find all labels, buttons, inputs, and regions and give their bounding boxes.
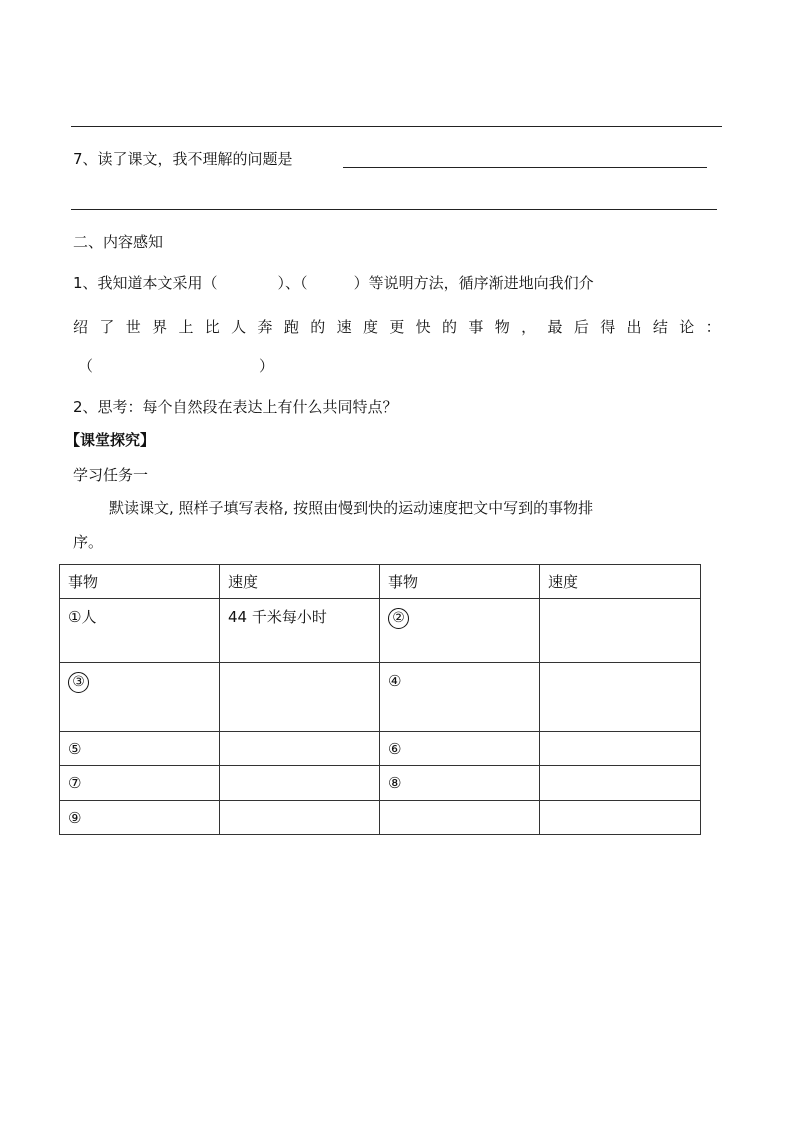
- cell-speed[interactable]: [540, 599, 701, 663]
- explore-title: 【课堂探究】: [65, 431, 156, 449]
- table-header-row: [60, 565, 701, 599]
- cell-speed[interactable]: [220, 766, 380, 801]
- q1-text-part3: ）等说明方法，循序渐进地向我们介: [353, 274, 594, 292]
- header-thing-1: 事物: [60, 565, 220, 599]
- cell-thing[interactable]: ⑧: [380, 766, 540, 801]
- cell-speed[interactable]: 44 千米每小时: [220, 599, 380, 663]
- q1-line2-char: 世: [125, 318, 141, 336]
- q1-conclusion-close: ）: [259, 357, 275, 375]
- q1-line2-char: 结: [652, 318, 668, 336]
- q1-line2: [73, 317, 721, 337]
- q1-line2-char: 界: [152, 318, 168, 336]
- cell-speed[interactable]: [540, 801, 701, 835]
- q1-line1: [73, 273, 594, 293]
- q1-line2-char: 的: [310, 318, 326, 336]
- header-thing-2: 事物: [380, 565, 540, 599]
- q1-line2-char: 的: [442, 318, 458, 336]
- q1-line2-char: 比: [204, 318, 220, 336]
- q7-label: 7、读了课文，我不理解的问题是: [73, 150, 293, 168]
- q1-line2-char: 最: [547, 318, 563, 336]
- cell-thing[interactable]: ⑦: [60, 766, 220, 801]
- section-title: 二、内容感知: [73, 233, 164, 251]
- task-title: 学习任务一: [73, 466, 149, 484]
- cell-thing[interactable]: ⑤: [60, 732, 220, 766]
- cell-thing[interactable]: ⑥: [380, 732, 540, 766]
- table-row: [60, 766, 701, 801]
- cell-thing[interactable]: ①人: [60, 599, 220, 663]
- table-row: [60, 663, 701, 732]
- q1-line2-char: 论: [679, 318, 695, 336]
- header-speed-2: 速度: [540, 565, 701, 599]
- q1-line2-char: 速: [336, 318, 352, 336]
- q1-line2-char: 事: [468, 318, 484, 336]
- cell-speed[interactable]: [220, 732, 380, 766]
- q7-answer-line[interactable]: [343, 167, 707, 168]
- cell-speed[interactable]: [540, 732, 701, 766]
- q7-answer-line-2[interactable]: [71, 209, 717, 210]
- cell-speed[interactable]: [220, 663, 380, 732]
- q1-line2-char: 上: [178, 318, 194, 336]
- q1-text-part1: 1、我知道本文采用（: [73, 274, 218, 292]
- answer-line-top[interactable]: [71, 126, 722, 127]
- cell-thing[interactable]: [380, 801, 540, 835]
- q1-line2-char: 得: [600, 318, 616, 336]
- table-row: [60, 732, 701, 766]
- q1-line3: [78, 356, 274, 376]
- q1-line2-char: 物: [494, 318, 510, 336]
- cell-thing[interactable]: [60, 663, 220, 732]
- table-row: [60, 599, 701, 663]
- q1-text-part2: ）、（: [277, 274, 308, 292]
- q1-line2-char: 了: [99, 318, 115, 336]
- cell-thing[interactable]: ⑨: [60, 801, 220, 835]
- cell-speed[interactable]: [540, 663, 701, 732]
- q1-line2-char: 出: [626, 318, 642, 336]
- q1-line2-char: 人: [231, 318, 247, 336]
- q1-line2-char: 更: [389, 318, 405, 336]
- cell-speed[interactable]: [220, 801, 380, 835]
- q1-line2-char: 快: [415, 318, 431, 336]
- q1-line2-char: 度: [362, 318, 378, 336]
- q1-line2-char: ：: [705, 318, 721, 336]
- circled-number: ②: [388, 608, 409, 629]
- q1-line2-char: ，: [521, 318, 537, 336]
- q1-conclusion-open: （: [78, 357, 94, 375]
- instruction-line1: 默读课文, 照样子填写表格, 按照由慢到快的运动速度把文中写到的事物排: [109, 499, 594, 517]
- q1-line2-char: 后: [573, 318, 589, 336]
- cell-thing[interactable]: [380, 599, 540, 663]
- speed-table: [59, 564, 701, 835]
- cell-thing[interactable]: ④: [380, 663, 540, 732]
- q2-text: 2、思考：每个自然段在表达上有什么共同特点？: [73, 398, 398, 416]
- q1-line2-char: 绍: [73, 318, 89, 336]
- table-row: [60, 801, 701, 835]
- cell-speed[interactable]: [540, 766, 701, 801]
- q1-line2-char: 跑: [283, 318, 299, 336]
- instruction-line2: 序。: [73, 533, 104, 551]
- circled-number: ③: [68, 672, 89, 693]
- header-speed-1: 速度: [220, 565, 380, 599]
- q1-line2-char: 奔: [257, 318, 273, 336]
